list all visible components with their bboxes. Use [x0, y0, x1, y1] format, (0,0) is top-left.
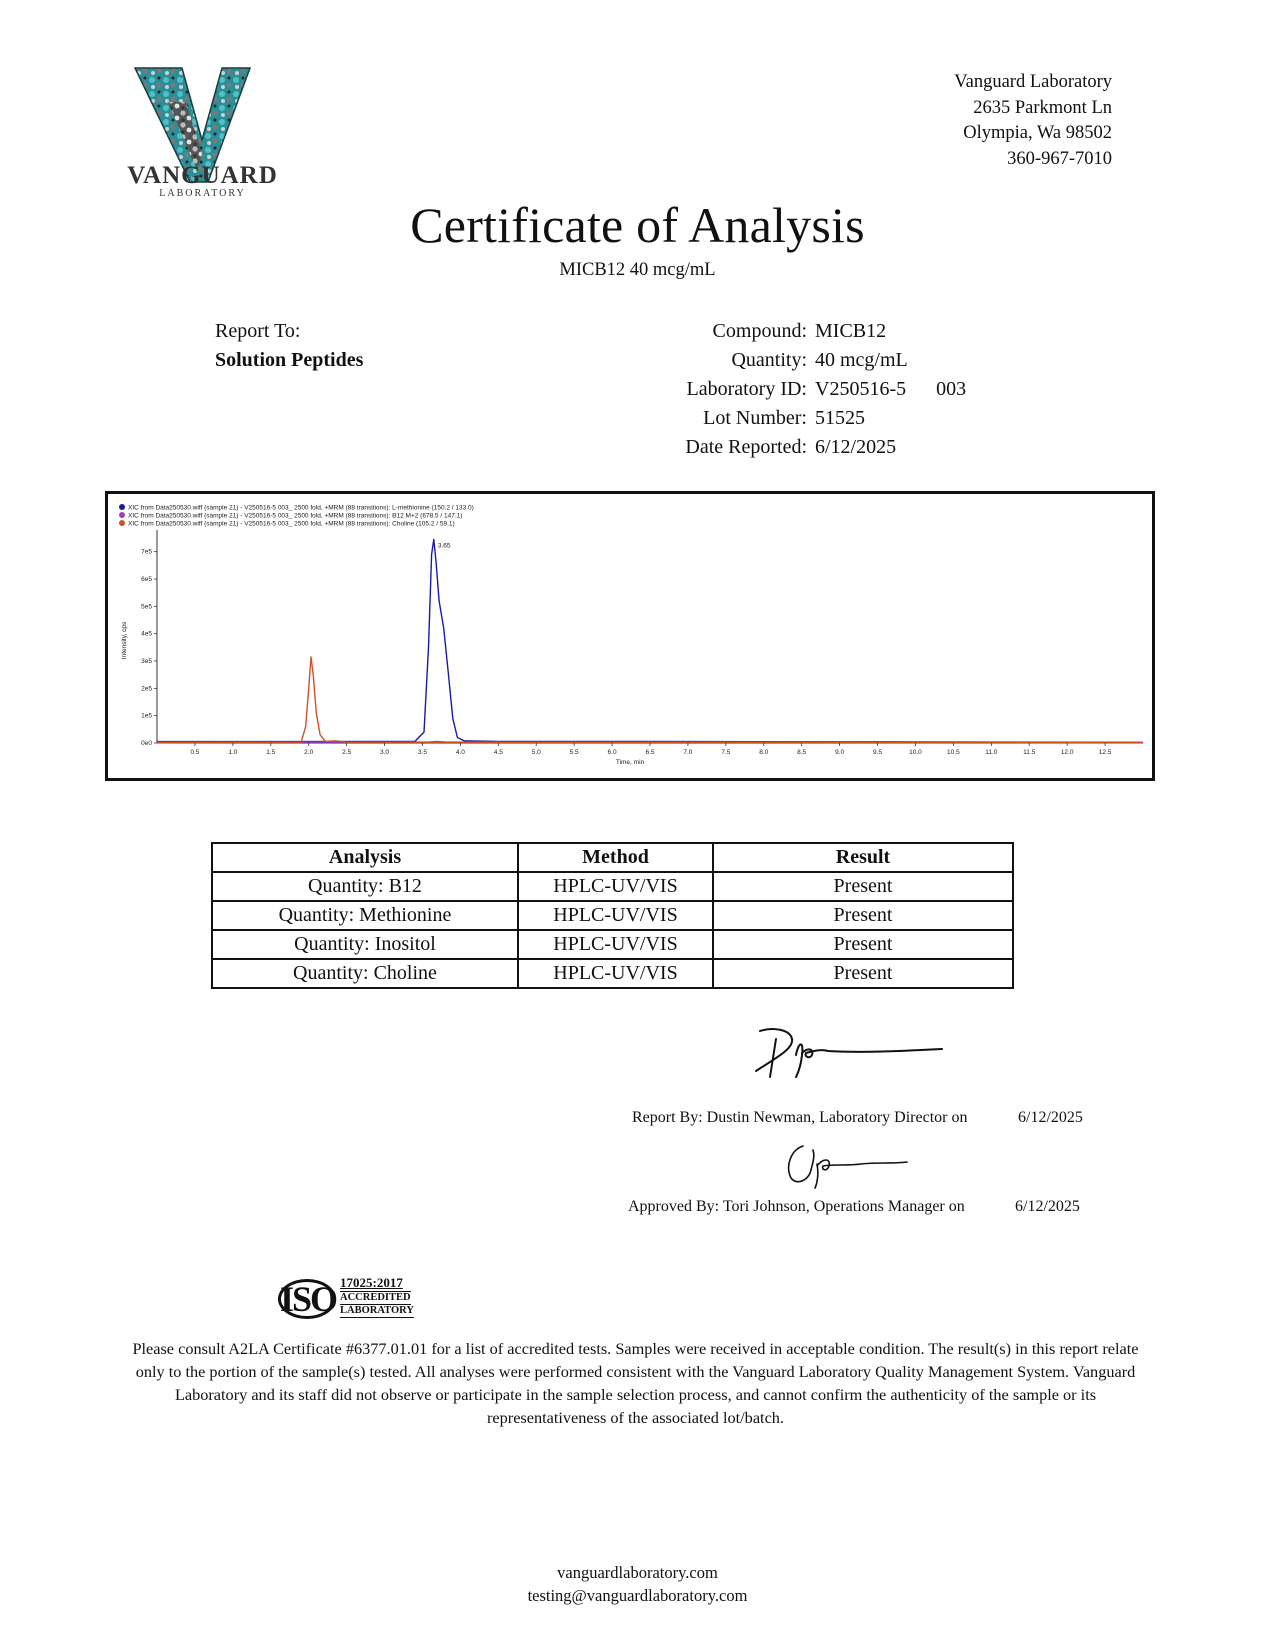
x-tick-label: 11.5	[1023, 749, 1036, 756]
cell-analysis: Quantity: Choline	[212, 959, 518, 988]
detail-key: Laboratory ID:	[686, 378, 807, 400]
detail-row	[600, 404, 966, 433]
report-to-label: Report To:	[215, 320, 301, 342]
approved-by-date: 6/12/2025	[1015, 1198, 1080, 1215]
cell-method: HPLC-UV/VIS	[518, 930, 713, 959]
detail-key: Date Reported:	[685, 436, 807, 458]
x-tick-label: 12.5	[1098, 749, 1112, 756]
chromatogram-svg	[108, 494, 1152, 778]
report-to-block	[215, 317, 363, 375]
cell-method: HPLC-UV/VIS	[518, 959, 713, 988]
legend-marker	[119, 504, 125, 510]
iso-standard: 17025:2017	[340, 1275, 403, 1290]
x-tick-label: 5.0	[531, 749, 541, 756]
x-tick-label: 3.0	[380, 749, 390, 756]
series-line	[157, 657, 1143, 743]
disclaimer-text: Please consult A2LA Certificate #6377.01.01 for a list of accredited tests. Samples were received in acceptable condition. The result(s) in this report relate only to the portion of the sample(s) tested. All analyses were performed consistent with the Vanguard Laboratory Quality Management System. Vanguard Laboratory and its staff did not observe or participate in the sample selection process, and cannot confirm the authenticity of the sample or its representativeness of the associated lot/batch.	[132, 1339, 1139, 1427]
x-tick-label: 7.5	[721, 749, 731, 756]
page-title: Certificate of Analysis	[410, 197, 865, 253]
peak-label: 3.65	[437, 542, 451, 550]
director-signature	[752, 1025, 952, 1085]
lab-name: Vanguard Laboratory	[954, 72, 1112, 92]
detail-key: Lot Number:	[703, 407, 807, 429]
x-tick-label: 10.0	[909, 749, 922, 756]
legend-entry: XIC from Data250530.wiff (sample 21) - V250516-5 003_ 2500 fold, +MRM (88 transitions): B12 M+2 (678.5 / 147.1)	[128, 512, 463, 520]
footer	[0, 1561, 1275, 1607]
x-tick-label: 7.0	[683, 749, 693, 756]
y-tick-label: 0e0	[141, 740, 152, 747]
table-row	[212, 930, 1013, 959]
table-row	[212, 872, 1013, 901]
legend-entry: XIC from Data250530.wiff (sample 21) - V250516-5 003_ 2500 fold, +MRM (88 transitions): Choline (105.2 / 59.1)	[128, 520, 455, 528]
header-result: Result	[713, 843, 1013, 872]
lab-city: Olympia, Wa 98502	[963, 123, 1112, 143]
lab-street: 2635 Parkmont Ln	[973, 97, 1112, 118]
lab-address	[954, 70, 1112, 172]
vanguard-logo	[120, 62, 285, 202]
x-tick-label: 1.5	[266, 749, 276, 756]
approved-by-line: Approved By: Tori Johnson, Operations Manager on	[628, 1198, 965, 1215]
detail-value: MICB12	[815, 320, 887, 342]
report-by-date: 6/12/2025	[1018, 1109, 1083, 1126]
header-method: Method	[518, 843, 713, 872]
x-tick-label: 2.5	[342, 749, 352, 756]
y-tick-label: 2e5	[141, 685, 152, 693]
legend-marker	[119, 512, 125, 518]
results-table	[211, 842, 1014, 989]
iso-accreditation-badge	[278, 1275, 423, 1323]
iso-line2: LABORATORY	[340, 1305, 414, 1316]
detail-value: 40 mcg/mL	[815, 349, 908, 371]
manager-signature	[783, 1140, 913, 1190]
y-tick-label: 4e5	[141, 630, 152, 638]
cell-method: HPLC-UV/VIS	[518, 901, 713, 930]
detail-value: V250516-5 003	[815, 378, 967, 400]
cell-analysis: Quantity: B12	[212, 872, 518, 901]
x-tick-label: 10.5	[947, 749, 960, 756]
x-tick-label: 2.0	[304, 749, 314, 756]
detail-key: Compound:	[712, 320, 807, 342]
detail-row	[600, 346, 966, 375]
y-tick-label: 7e5	[141, 548, 152, 556]
logo-subtext: LABORATORY	[159, 188, 246, 199]
table-row	[212, 901, 1013, 930]
footer-website: vanguardlaboratory.com	[557, 1563, 718, 1582]
x-tick-label: 4.0	[455, 749, 465, 756]
y-tick-label: 1e5	[141, 712, 152, 720]
x-tick-label: 9.5	[873, 749, 883, 756]
x-tick-label: 1.0	[228, 749, 238, 756]
client-name: Solution Peptides	[215, 349, 364, 371]
x-tick-label: 12.0	[1060, 749, 1074, 756]
x-tick-label: 9.0	[835, 749, 845, 756]
cell-method: HPLC-UV/VIS	[518, 872, 713, 901]
detail-row	[600, 433, 966, 462]
x-tick-label: 8.0	[759, 749, 769, 756]
cell-result: Present	[713, 959, 1013, 988]
detail-row	[600, 317, 966, 346]
detail-row	[600, 375, 966, 404]
table-header-row	[212, 843, 1013, 872]
header-analysis: Analysis	[212, 843, 518, 872]
table-row	[212, 959, 1013, 988]
x-tick-label: 11.0	[985, 749, 998, 756]
cell-result: Present	[713, 901, 1013, 930]
y-tick-label: 6e5	[141, 576, 152, 583]
x-tick-label: 0.5	[190, 749, 200, 756]
cell-analysis: Quantity: Inositol	[212, 930, 518, 959]
x-tick-label: 5.5	[569, 749, 579, 756]
x-tick-label: 6.0	[607, 749, 617, 756]
iso-mark: ISO	[280, 1279, 337, 1319]
cell-analysis: Quantity: Methionine	[212, 901, 518, 930]
cell-result: Present	[713, 930, 1013, 959]
legend-entry: XIC from Data250530.wiff (sample 21) - V250516-5 003_ 2500 fold, +MRM (88 transitions): L-methionine (150.2 / 133.0)	[128, 504, 474, 512]
sample-details	[600, 317, 966, 462]
page-subtitle: MICB12 40 mcg/mL	[559, 260, 716, 280]
y-tick-label: 5e5	[141, 603, 152, 611]
x-axis-label: Time, min	[615, 759, 645, 766]
cell-result: Present	[713, 872, 1013, 901]
footer-email: testing@vanguardlaboratory.com	[527, 1586, 748, 1605]
series-line	[157, 539, 1143, 742]
y-axis-label: Intensity, cps	[121, 621, 128, 660]
logo-wordmark: VANGUARD	[127, 162, 278, 189]
chromatogram-chart	[105, 491, 1155, 781]
detail-value: 51525	[815, 407, 865, 429]
x-tick-label: 4.5	[493, 749, 503, 756]
legend-marker	[119, 520, 125, 526]
detail-value: 6/12/2025	[815, 436, 897, 458]
x-tick-label: 3.5	[417, 749, 427, 756]
x-tick-label: 6.5	[645, 749, 655, 756]
detail-key: Quantity:	[731, 349, 807, 371]
lab-phone: 360-967-7010	[1007, 148, 1112, 169]
iso-line1: ACCREDITED	[340, 1292, 411, 1303]
y-tick-label: 3e5	[141, 658, 152, 665]
x-tick-label: 8.5	[797, 749, 807, 756]
report-by-line: Report By: Dustin Newman, Laboratory Director on	[632, 1109, 968, 1126]
